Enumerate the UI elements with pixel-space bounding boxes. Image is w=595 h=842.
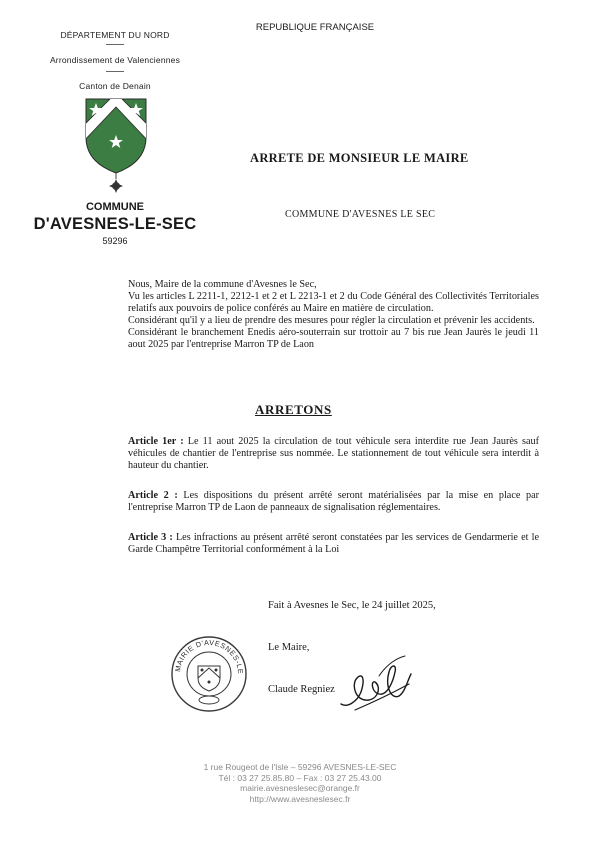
document-subtitle: COMMUNE D'AVESNES LE SEC	[285, 209, 436, 220]
department-label	[30, 30, 200, 40]
handwritten-signature-icon	[335, 652, 415, 720]
department-text: DÉPARTEMENT DU NORD	[60, 30, 170, 40]
article-label: Article 1er :	[128, 436, 184, 447]
document-title: ARRETE DE MONSIEUR LE MAIRE	[250, 151, 469, 165]
article-text: Le 11 aout 2025 la circulation de tout véhicule sera interdite rue Jean Jaurès sauf véhicules de chantier de l'entreprise sus nommée. Le stationnement de tout véhicule sera interdit à hauteur du chantier.	[128, 436, 539, 472]
divider	[106, 44, 124, 45]
article-2	[128, 490, 539, 514]
postcode: 59296	[102, 236, 128, 246]
seal-text: MAIRIE D'AVESNES-LE	[172, 637, 246, 675]
footer-phone: Tél : 03 27 25.85.80 – Fax : 03 27 25.43.00	[218, 772, 382, 783]
decision-heading: ARRETONS	[255, 402, 332, 417]
footer-email[interactable]: mairie.avesneslesec@orange.fr	[240, 783, 360, 793]
canton-label	[30, 81, 200, 91]
preamble	[128, 279, 539, 352]
commune-name: D'AVESNES-LE-SEC	[33, 215, 197, 233]
article-label: Article 3 :	[128, 532, 173, 543]
arrondissement-text: Arrondissement de Valenciennes	[49, 55, 181, 65]
arrondissement-label	[30, 55, 200, 65]
preamble-line: Vu les articles L 2211-1, 2212-1 et 2 et L 2213-1 et 2 du Code Général des Collectivités Territoriales relatifs aux pouvoirs de police conférés au Maire en matière de circulation.	[128, 291, 539, 315]
official-seal-icon	[170, 634, 248, 714]
republic-header: REPUBLIQUE FRANÇAISE	[255, 22, 375, 33]
preamble-line: Considérant le branchement Enedis aéro-souterrain sur trottoir au 7 bis rue Jean Jaurès le jeudi 11 aout 2025 par l'entreprise Marron TP de Laon	[128, 327, 539, 351]
coat-of-arms-icon	[84, 97, 148, 195]
canton-text: Canton de Denain	[79, 81, 151, 91]
footer-address: 1 rue Rougeot de l'Isle – 59296 AVESNES-LE-SEC	[203, 762, 397, 772]
divider	[106, 71, 124, 72]
commune-block	[30, 201, 200, 213]
signatory-role: Le Maire,	[268, 642, 310, 653]
preamble-line: Considérant qu'il y a lieu de prendre des mesures pour régler la circulation et prévenir les accidents.	[128, 315, 535, 327]
commune-name-block	[20, 215, 210, 234]
article-text: Les dispositions du présent arrêté seront matérialisées par la mise en place par l'entreprise Marron TP de Laon de panneaux de signalisation réglementaires.	[128, 490, 540, 514]
article-text: Les infractions au présent arrêté seront constatées par les services de Gendarmerie et le Garde Champêtre Territorial conformément à la Loi	[128, 532, 539, 556]
footer	[150, 762, 450, 804]
footer-website[interactable]: http://www.avesneslesec.fr	[249, 793, 351, 804]
place-date: Fait à Avesnes le Sec, le 24 juillet 2025,	[268, 600, 436, 611]
article-label: Article 2 :	[128, 490, 178, 501]
signatory-name: Claude Regniez	[268, 684, 335, 695]
postcode-block	[30, 236, 200, 246]
commune-label: COMMUNE	[85, 201, 145, 213]
article-3	[128, 532, 539, 556]
svg-text:MAIRIE D'AVESNES-LE-SEC	[170, 634, 245, 675]
article-1	[128, 436, 539, 472]
preamble-line: Nous, Maire de la commune d'Avesnes le Sec,	[128, 279, 317, 290]
